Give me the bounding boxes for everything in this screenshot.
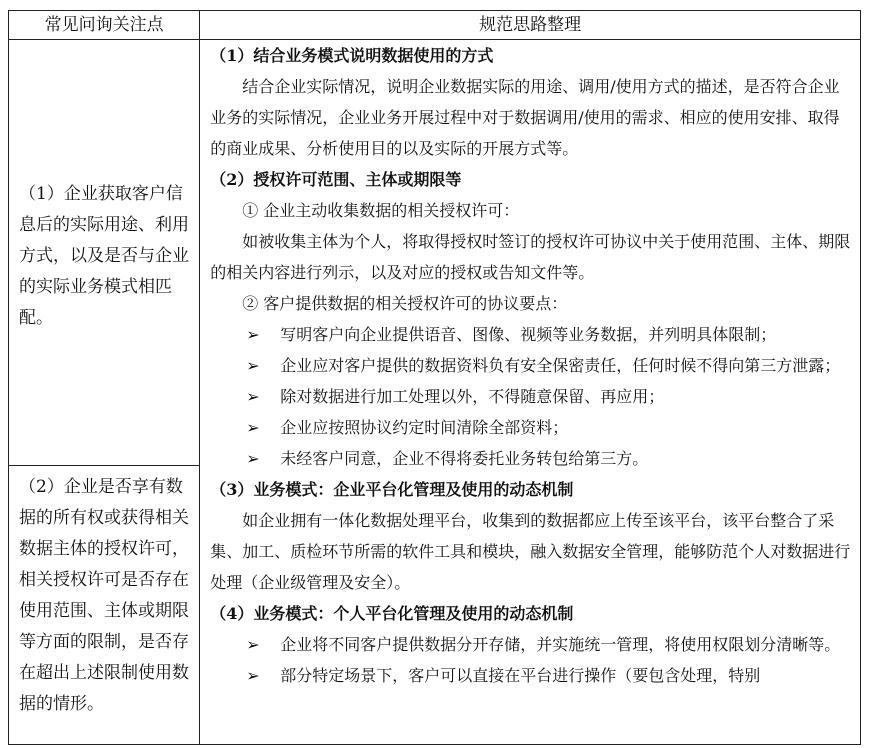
arrow-bullet-icon: ➢ <box>246 325 260 344</box>
bullet-text: 写明客户向企业提供语音、图像、视频等业务数据，并列明具体限制； <box>280 325 777 344</box>
section-3-title: （3）业务模式：企业平台化管理及使用的动态机制 <box>210 480 574 499</box>
comparison-table <box>8 10 861 745</box>
bullet-text: 未经客户同意，企业不得将委托业务转包给第三方。 <box>280 449 649 468</box>
arrow-bullet-icon: ➢ <box>246 666 260 685</box>
bullet-text: 企业应按照协议约定时间清除全部资料； <box>280 418 569 437</box>
header-approach: 规范思路整理 <box>200 11 861 40</box>
section-1-title: （1）结合业务模式说明数据使用的方式 <box>210 46 494 65</box>
bullet-text: 企业应对客户提供的数据资料负有安全保密责任，任何时候不得向第三方泄露； <box>280 356 841 375</box>
arrow-bullet-icon: ➢ <box>246 635 260 654</box>
section-3-paragraph: 如企业拥有一体化数据处理平台，收集到的数据都应上传至该平台，该平台整合了采集、加工、质检环节所需的软件工具和模块，融入数据安全管理，能够防范个人对数据进行处理（企业级管理及安全）。 <box>210 511 851 592</box>
section-2-sub-1: ① 企业主动收集数据的相关授权许可： <box>242 201 520 220</box>
bullet-text: 部分特定场景下，客户可以直接在平台进行操作（要包含处理，特别 <box>280 666 761 685</box>
question-1-cell <box>9 40 200 466</box>
arrow-bullet-icon: ➢ <box>246 387 260 406</box>
bullet-text: 企业将不同客户提供数据分开存储，并实施统一管理，将使用权限划分清晰等。 <box>280 635 841 654</box>
section-2-bullet-3 <box>210 381 854 412</box>
approach-cell <box>200 40 861 745</box>
section-2-bullet-2 <box>210 350 854 381</box>
section-4-title: （4）业务模式：个人平台化管理及使用的动态机制 <box>210 604 574 623</box>
arrow-bullet-icon: ➢ <box>246 356 260 375</box>
question-1: （1）企业获取客户信息后的实际用途、利用方式，以及是否与企业的实际业务模式相匹配。 <box>19 184 189 328</box>
row-1 <box>9 40 861 466</box>
section-2-paragraph: 如被收集主体为个人，将取得授权时签订的授权许可协议中关于使用范围、主体、期限的相关内容进行列示，以及对应的授权或告知文件等。 <box>210 232 851 282</box>
section-4-bullet-2 <box>210 660 854 691</box>
bullet-text: 除对数据进行加工处理以外，不得随意保留、再应用； <box>280 387 665 406</box>
section-2-bullet-5 <box>210 443 854 474</box>
question-2-cell <box>9 466 200 745</box>
section-2-bullet-4 <box>210 412 854 443</box>
section-2-title: （2）授权许可范围、主体或期限等 <box>210 170 462 189</box>
header-row <box>9 11 861 40</box>
section-2-sub-2: ② 客户提供数据的相关授权许可的协议要点： <box>242 294 568 313</box>
arrow-bullet-icon: ➢ <box>246 449 260 468</box>
question-2: （2）企业是否享有数据的所有权或获得相关数据主体的授权许可，相关授权许可是否存在使用范围、主体或期限等方面的限制，是否存在超出上述限制使用数据的情形。 <box>19 477 189 714</box>
arrow-bullet-icon: ➢ <box>246 418 260 437</box>
header-concerns: 常见问询关注点 <box>9 11 200 40</box>
section-4-bullet-1 <box>210 629 854 660</box>
section-1-paragraph: 结合企业实际情况，说明企业数据实际的用途、调用/使用方式的描述，是否符合企业业务的实际情况，企业业务开展过程中对于数据调用/使用的需求、相应的使用安排、取得的商业成果、分析使用目的以及实际的开展方式等。 <box>210 77 840 158</box>
section-2-bullet-1 <box>210 319 854 350</box>
